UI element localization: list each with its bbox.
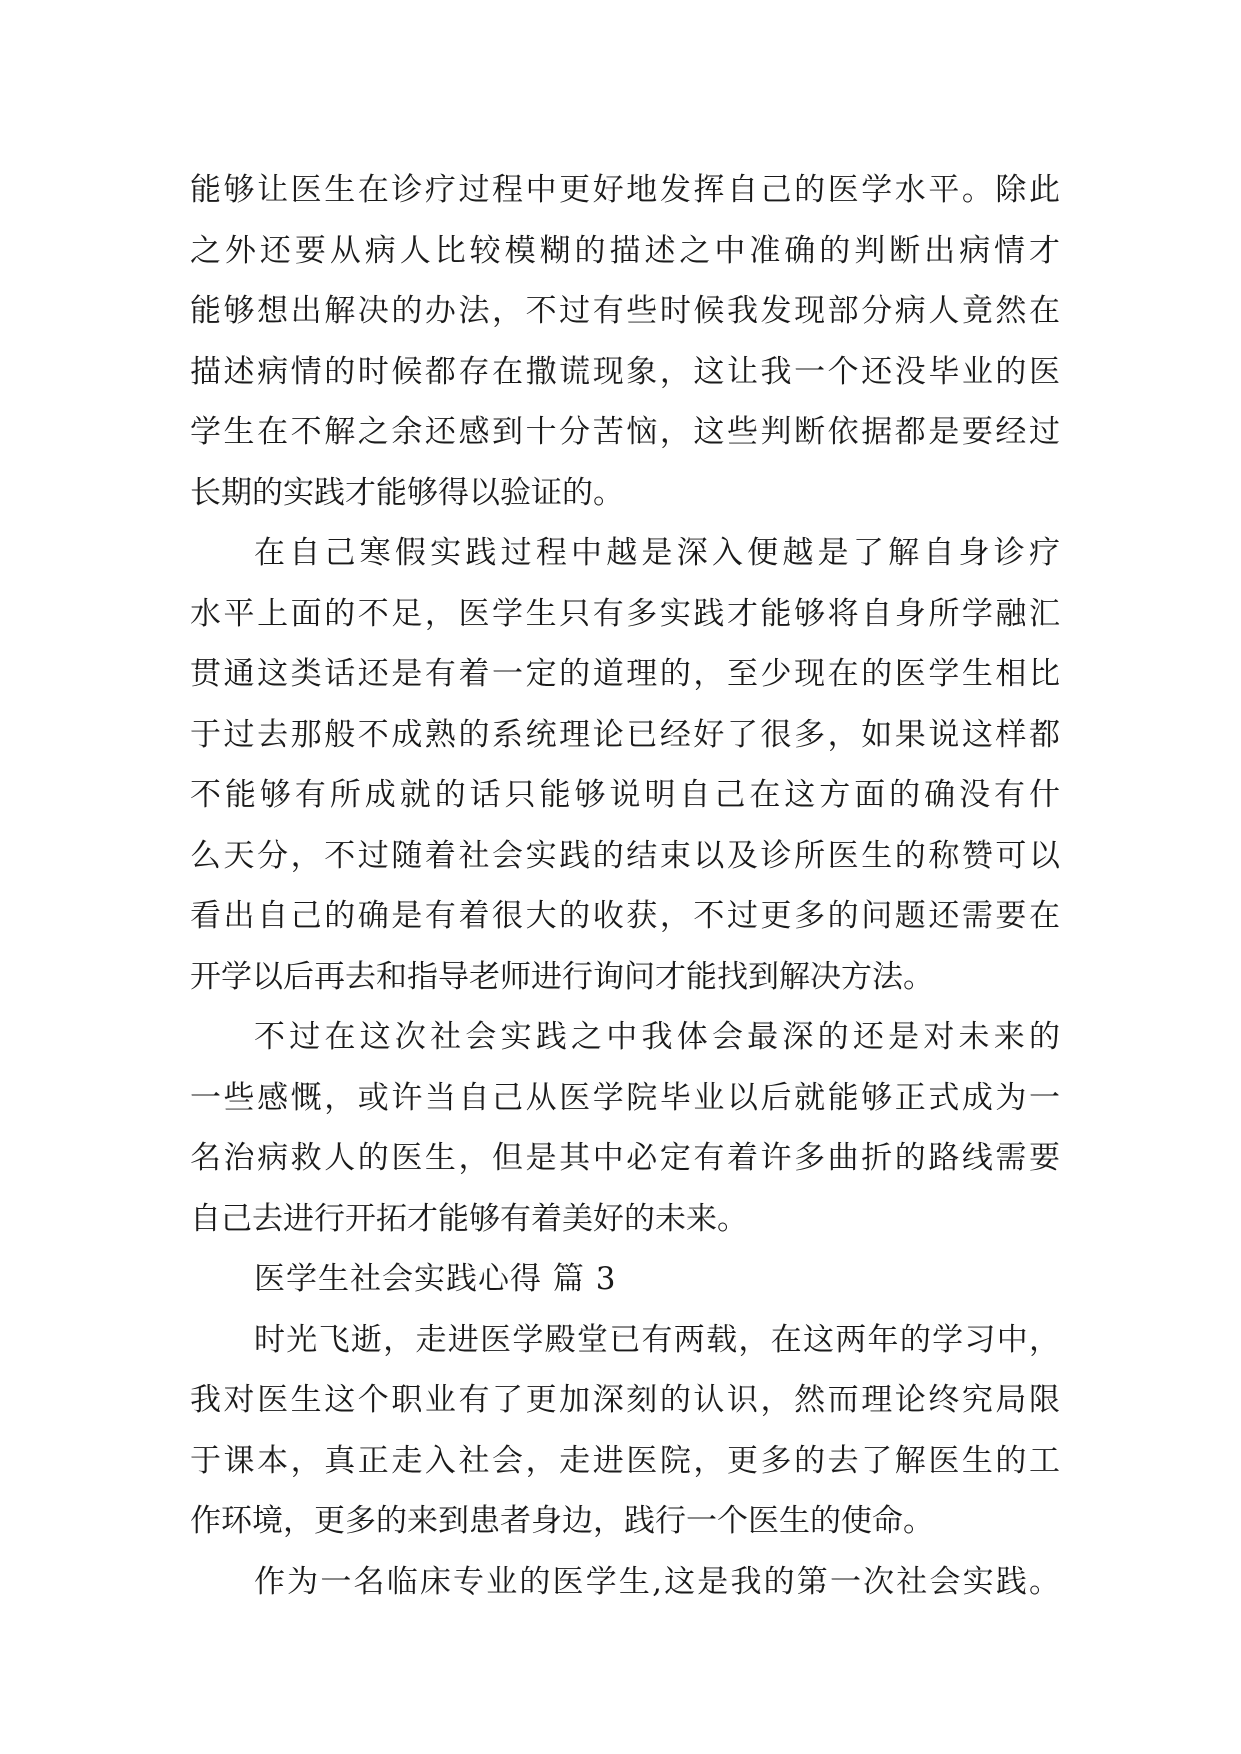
text-line: 自己去进行开拓才能够有着美好的未来。 xyxy=(190,1200,748,1237)
text-line: 学生在不解之余还感到十分苦恼，这些判断依据都是要经过 xyxy=(190,414,1060,450)
text-line: 不能够有所成就的话只能够说明自己在这方面的确没有什 xyxy=(190,777,1060,813)
text-line: 么天分，不过随着社会实践的结束以及诊所医生的称赞可以 xyxy=(190,837,1060,874)
text-line: 水平上面的不足，医学生只有多实践才能够将自身所学融汇 xyxy=(190,595,1060,632)
section-heading: 医学生社会实践心得 篇 3 xyxy=(254,1261,617,1297)
text-line: 开学以后再去和指导老师进行询问才能找到解决方法。 xyxy=(190,958,934,995)
text-line: 时光飞逝，走进医学殿堂已有两载，在这两年的学习中， xyxy=(254,1321,1060,1358)
text-line: 之外还要从病人比较模糊的描述之中准确的判断出病情才 xyxy=(190,232,1060,269)
text-line: 一些感慨，或许当自己从医学院毕业以后就能够正式成为一 xyxy=(190,1079,1060,1116)
text-line: 作为一名临床专业的医学生,这是我的第一次社会实践。 xyxy=(254,1563,1060,1600)
text-line: 能够想出解决的办法，不过有些时候我发现部分病人竟然在 xyxy=(190,293,1060,329)
text-line: 在自己寒假实践过程中越是深入便越是了解自身诊疗 xyxy=(254,535,1060,571)
text-line: 于课本，真正走入社会，走进医院，更多的去了解医生的工 xyxy=(190,1442,1060,1479)
text-line: 作环境，更多的来到患者身边，践行一个医生的使命。 xyxy=(190,1503,934,1539)
text-line: 名治病救人的医生，但是其中必定有着许多曲折的路线需要 xyxy=(190,1140,1060,1176)
text-line: 于过去那般不成熟的系统理论已经好了很多，如果说这样都 xyxy=(190,716,1060,753)
text-line: 看出自己的确是有着很大的收获，不过更多的问题还需要在 xyxy=(190,898,1060,934)
text-line: 能够让医生在诊疗过程中更好地发挥自己的医学水平。除此 xyxy=(190,172,1060,208)
text-line: 不过在这次社会实践之中我体会最深的还是对未来的 xyxy=(254,1019,1060,1055)
text-line: 我对医生这个职业有了更加深刻的认识，然而理论终究局限 xyxy=(190,1382,1060,1418)
text-line: 长期的实践才能够得以验证的。 xyxy=(190,474,624,511)
text-line: 描述病情的时候都存在撒谎现象，这让我一个还没毕业的医 xyxy=(190,353,1060,390)
document-body xyxy=(190,160,1060,1612)
text-line: 贯通这类话还是有着一定的道理的，至少现在的医学生相比 xyxy=(190,656,1060,692)
